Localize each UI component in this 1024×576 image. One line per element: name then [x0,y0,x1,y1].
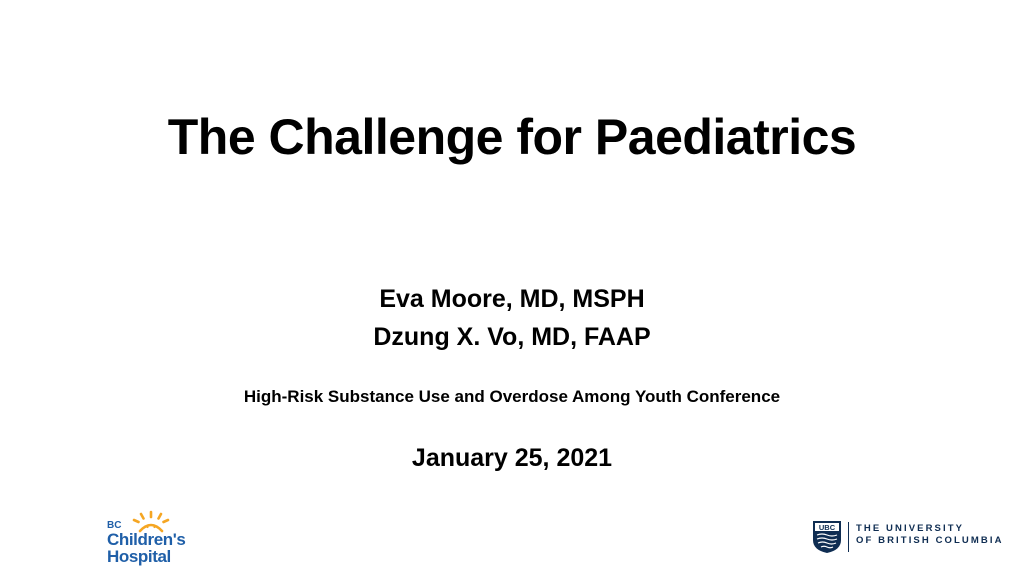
ubc-divider [848,522,849,552]
bcch-name-line2: Hospital [107,547,171,566]
conference-name: High-Risk Substance Use and Overdose Among Youth Conference [243,387,781,406]
bc-childrens-hospital-logo [104,510,210,566]
author-2: Dzung X. Vo, MD, FAAP [373,323,651,351]
slide-title: The Challenge for Paediatrics [167,109,857,165]
bcch-name-line1: Children's [107,530,186,549]
ubc-logo [812,520,1012,554]
ubc-line1: THE UNIVERSITY [856,523,965,534]
presentation-date: January 25, 2021 [411,444,613,472]
ubc-crest-icon [812,520,842,554]
author-1: Eva Moore, MD, MSPH [379,285,645,313]
ubc-line2: OF BRITISH COLUMBIA [856,535,1004,546]
ubc-wordmark [856,523,1004,547]
authors-block [0,280,1024,356]
svg-text:UBC: UBC [818,523,836,532]
bcch-prefix: BC [107,520,122,531]
